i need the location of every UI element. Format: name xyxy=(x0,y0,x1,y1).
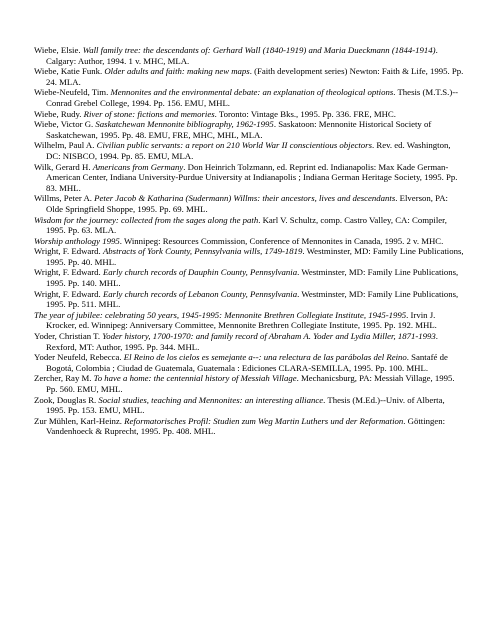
entry-publication: . Elverson, PA: Olde Springfield Shoppe, 1995. Pp. 69. MHL. xyxy=(46,193,448,214)
entry-publication: . Karl V. Schultz, comp. Castro Valley, CA: Compiler, 1995. Pp. 63. MLA. xyxy=(46,214,447,236)
entry-publication: . Göttingen: Vandenhoeck & Ruprecht, 1995. Pp. 408. MHL. xyxy=(46,415,446,437)
entry-author: Wiebe-Neufeld, Tim. xyxy=(34,87,111,98)
entry-author: Zook, Douglas R. xyxy=(34,394,99,405)
entry-author: Wiebe, Rudy. xyxy=(34,108,84,119)
entry-title: Reformatorisches Profil: Studien zum Weg Martin Luthers und der Reformation xyxy=(124,415,404,426)
entry-publication: . Thesis (M.T.S.)--Conrad Grebel College, 1994. Pp. 156. EMU, MHL. xyxy=(46,87,459,108)
entry-title: Early church records of Lebanon County, Pennsylvania xyxy=(102,288,298,299)
bibliography-entry xyxy=(34,331,465,352)
bibliography-entry xyxy=(34,193,465,214)
entry-publication: . Mechanicsburg, PA: Messiah Village, 1995. Pp. 560. EMU, MHL. xyxy=(46,373,455,394)
bibliography-entry xyxy=(34,395,465,416)
entry-title: El Reino de los cielos es semejante a--: una relectura de las parábolas del Reino xyxy=(123,352,407,363)
bibliography-entry xyxy=(34,246,465,267)
entry-publication: . Irvin J. Krocker, ed. Winnipeg: Anniversary Committee, Mennonite Brethren Collegiate Institute, 1995. Pp. 192. MHL. xyxy=(46,309,437,331)
entry-author: Yoder, Christian T. xyxy=(34,331,103,342)
entry-title: Peter Jacob & Katharina (Sudermann) Willms: their ancestors, lives and descendants xyxy=(94,193,396,204)
bibliography-entry xyxy=(34,140,465,161)
entry-publication: . Rev. ed. Washington, DC: NISBCO, 1994. Pp. 85. EMU, MLA. xyxy=(46,140,451,161)
entry-title: Social studies, teaching and Mennonites: an interesting alliance xyxy=(98,394,324,405)
entry-title: Yoder history, 1700-1970: and family record of Abraham A. Yoder and Lydia Miller, 1871-1993 xyxy=(102,331,436,342)
entry-author: Zur Mühlen, Karl-Heinz. xyxy=(34,415,125,426)
entry-author: Willms, Peter A. xyxy=(34,193,95,204)
entry-author: Wright, F. Edward. xyxy=(34,288,103,299)
bibliography-entry xyxy=(34,162,465,194)
bibliography-entry xyxy=(34,215,465,236)
entry-author: Zercher, Ray M. xyxy=(34,373,94,384)
bibliography-entry xyxy=(34,352,465,373)
entry-title: Abstracts of York County, Pennsylvania wills, 1749-1819 xyxy=(102,246,303,257)
bibliography-entry xyxy=(34,310,465,331)
entry-author: Wilhelm, Paul A. xyxy=(34,140,97,151)
entry-publication: . Toronto: Vintage Bks., 1995. Pp. 336. FRE, MHC. xyxy=(214,108,396,119)
entry-author: Wright, F. Edward. xyxy=(34,246,103,257)
entry-title: Saskatchewan Mennonite bibliography, 1962-1995 xyxy=(95,119,274,130)
entry-publication: . Winnipeg: Resources Commission, Conference of Mennonites in Canada, 1995. 2 v. MHC. xyxy=(119,235,444,246)
bibliography-entry xyxy=(34,373,465,394)
bibliography-entry xyxy=(34,66,465,87)
entry-publication: . Calgary: Author, 1994. 1 v. MHC, MLA. xyxy=(46,45,438,66)
entry-author: Wiebe, Elsie. xyxy=(34,45,83,55)
entry-publication: . Westminster, MD: Family Line Publications, 1995. Pp. 511. MHL. xyxy=(46,288,459,310)
entry-title: Americans from Germany xyxy=(92,161,184,172)
entry-publication: . Westminster, MD: Family Line Publications, 1995. Pp. 140. MHL. xyxy=(46,267,459,289)
bibliography-entry xyxy=(34,45,465,66)
entry-title: Older adults and faith: making new maps xyxy=(104,66,250,77)
entry-title: Civilian public servants: a report on 210 World War II conscientious objectors xyxy=(96,140,372,151)
entry-author: Wilk, Gerard H. xyxy=(34,161,93,172)
bibliography-entry xyxy=(34,119,465,140)
bibliography-entry xyxy=(34,289,465,310)
entry-publication: . Westminster, MD: Family Line Publications, 1995. Pp. 40. MHL. xyxy=(46,246,464,267)
entry-title: Early church records of Dauphin County, Pennsylvania xyxy=(102,267,298,278)
entry-title: The year of jubilee: celebrating 50 years, 1945-1995: Mennonite Brethren Collegiate Institute, 1945-1995 xyxy=(34,309,407,320)
entry-publication: . (Faith development series) Newton: Faith & Life, 1995. Pp. 24. MLA. xyxy=(46,66,464,87)
entry-title: Mennonites and the environmental debate: an explanation of theological options xyxy=(110,87,394,98)
bibliography-entry xyxy=(34,87,465,108)
entry-author: Wiebe, Victor G. xyxy=(34,119,96,130)
entry-publication: . Saskatoon: Mennonite Historical Society of Saskatchewan, 1995. Pp. 48. EMU, FRE, MHC, MHL, MLA. xyxy=(46,119,432,140)
entry-publication: . Don Heinrich Tolzmann, ed. Reprint ed. Indianapolis: Max Kade German-American Center, Indiana University-Purdue University at Indianapolis ; Indiana German Heritage Society, 1995. Pp. 83. MHL. xyxy=(46,161,458,193)
entry-author: Wiebe, Katie Funk. xyxy=(34,66,105,77)
entry-publication: . Santafé de Bogotá, Colombia ; Ciudad de Guatemala, Guatemala : Ediciones CLARA-SEMILLA, 1995. Pp. 100. MHL. xyxy=(46,352,448,373)
entry-author: Yoder Neufeld, Rebecca. xyxy=(34,352,124,363)
entry-title: River of stone: fictions and memories xyxy=(83,108,215,119)
bibliography-entry xyxy=(34,416,465,437)
entry-publication: . Rexford, MT: Author, 1995. Pp. 344. MHL. xyxy=(46,331,438,352)
entry-title: Wall family tree: the descendants of: Gerhard Wall (1840-1919) and Maria Dueckmann (1844-1914) xyxy=(82,45,436,55)
bibliography-list xyxy=(34,45,465,437)
entry-title: To have a home: the centennial history of Messiah Village xyxy=(93,373,297,384)
bibliography-entry xyxy=(34,267,465,288)
entry-title: Worship anthology 1995 xyxy=(34,235,120,246)
entry-publication: . Thesis (M.Ed.)--Univ. of Alberta, 1995. Pp. 153. EMU, MHL. xyxy=(46,394,445,416)
entry-author: Wright, F. Edward. xyxy=(34,267,103,278)
entry-title: Wisdom for the journey: collected from the sages along the path xyxy=(34,214,259,225)
bibliography-entry xyxy=(34,236,465,247)
bibliography-entry xyxy=(34,109,465,120)
